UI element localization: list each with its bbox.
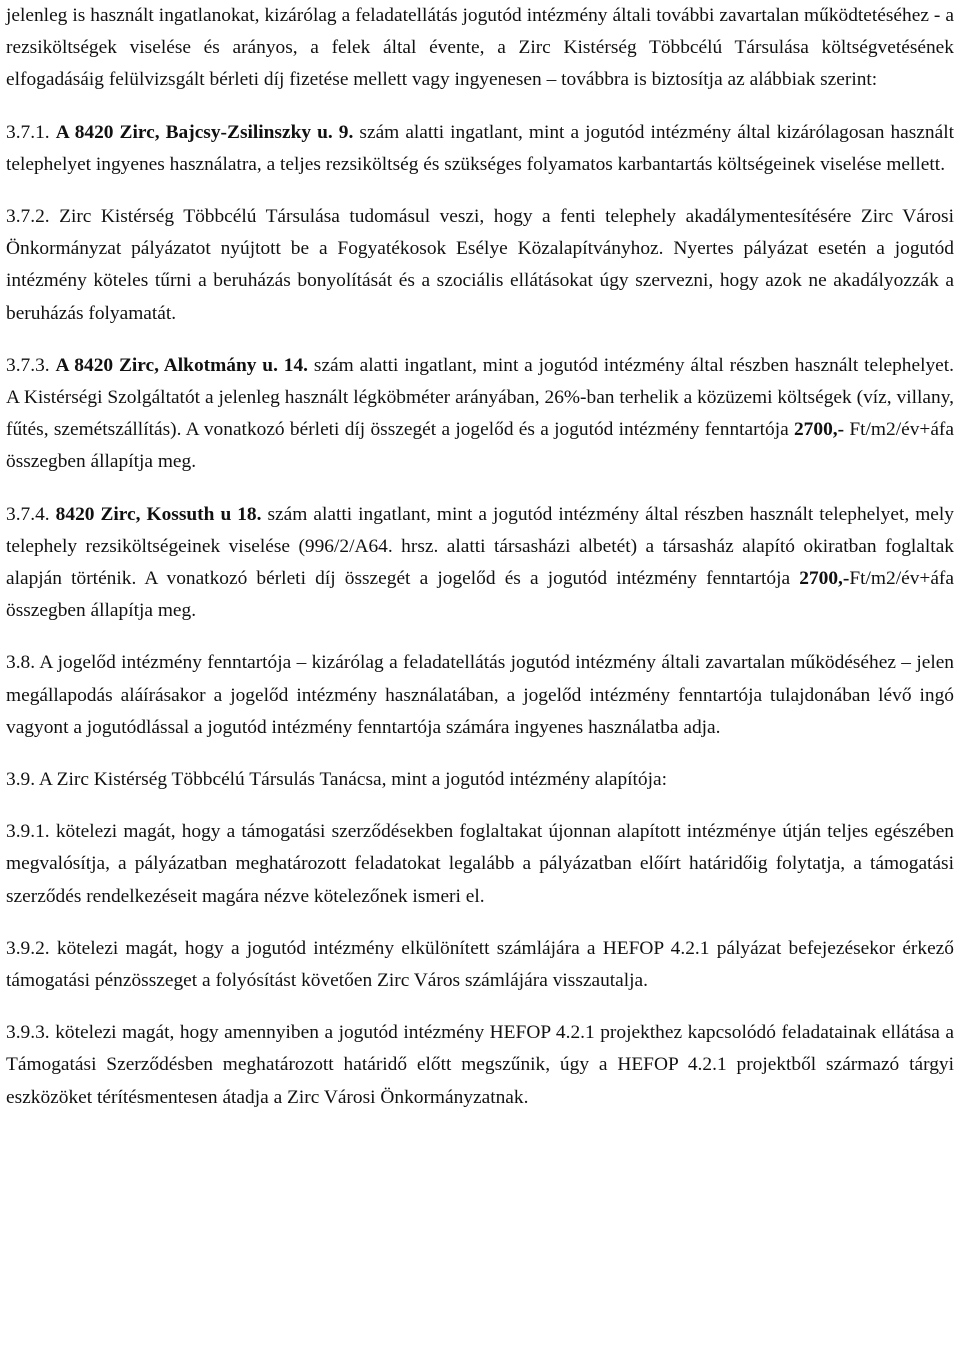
section-3-9	[6, 764, 954, 796]
address-bold: 8420 Zirc, Kossuth u 18.	[55, 503, 262, 525]
section-3-7-4	[6, 499, 954, 628]
section-3-7-1	[6, 117, 954, 181]
paragraph-text: jelenleg is használt ingatlanokat, kizárólag a feladatellátás jogutód intézmény általi további zavartalan működtetéséhez - a rezsiköltségek viselése és arányos, a felek által évente, a Zirc Kistérség Többcélú Társulása költségvetésének elfogadásáig felülvizsgált bérleti díj fizetése mellett vagy ingyenesen – továbbra is biztosítja az alábbiak szerint:	[6, 5, 954, 91]
paragraph-text: szám alatti ingatlant, mint a jogutód intézmény által részben használt telephelyet, mely telephely rezsiköltségeinek viselése (996/2/A64. hrsz. alatti társasházi albetét) a társasház alapító okiratban foglaltak alapján történik. A vonatkozó bérleti díj összegét a jogelőd és a jogutód intézmény fenntartója	[6, 503, 954, 590]
paragraph-text: kötelezi magát, hogy a jogutód intézmény elkülönített számlájára a HEFOP 4.2.1 pályázat befejezésekor érkező támogatási pénzösszeget a folyósítást követően Zirc Város számlájára visszautalja.	[6, 937, 954, 992]
rent-amount-bold: 2700,-	[799, 568, 850, 590]
address-bold: A 8420 Zirc, Alkotmány u. 14.	[55, 354, 309, 376]
section-3-7-2	[6, 201, 954, 330]
section-number: 3.9.	[6, 769, 36, 791]
section-3-9-2	[6, 933, 954, 997]
section-number: 3.9.1.	[6, 821, 50, 843]
section-number: 3.8.	[6, 652, 36, 674]
paragraph-text: Ft/m2/év+áfa összegben állapítja meg.	[6, 568, 954, 622]
section-3-8	[6, 647, 954, 744]
section-3-9-3	[6, 1017, 954, 1114]
paragraph-text: kötelezi magát, hogy a támogatási szerződésekben foglaltakat újonnan alapított intézménye útján teljes egészében megvalósítja, a pályázatban meghatározott feladatokat legalább a pályázatban előírt határidőig folytatja, a támogatási szerződés rendelkezéseit magára nézve kötelezőnek ismeri el.	[6, 821, 954, 907]
paragraph-text: A Zirc Kistérség Többcélú Társulás Tanácsa, mint a jogutód intézmény alapítója:	[38, 769, 668, 791]
section-number: 3.7.2.	[6, 206, 50, 228]
document-page	[6, 0, 954, 1114]
paragraph-text: Zirc Kistérség Többcélú Társulása tudomásul veszi, hogy a fenti telephely akadálymentesítésére Zirc Városi Önkormányzat pályázatot nyújtott be a Fogyatékosok Esélye Közalapítványhoz. Nyertes pályázat esetén a jogutód intézmény köteles tűrni a beruházás bonyolítását és a szociális ellátásokat úgy szervezni, hogy azok ne akadályozzák a beruházás folyamatát.	[6, 206, 954, 324]
paragraph-text: A jogelőd intézmény fenntartója – kizárólag a feladatellátás jogutód intézmény általi zavartalan működéséhez – jelen megállapodás aláírásakor a jogelőd intézmény használatában, a jogelőd intézmény fenntartója tulajdonában lévő ingó vagyont a jogutódlással a jogutód intézmény fenntartója számára ingyenes használatba adja.	[6, 652, 955, 738]
paragraph-text: kötelezi magát, hogy amennyiben a jogutód intézmény HEFOP 4.2.1 projekthez kapcsolódó feladatainak ellátása a Támogatási Szerződésben meghatározott határidő előtt megszűnik, úgy a HEFOP 4.2.1 projektből származó tárgyi eszközöket térítésmentesen átadja a Zirc Városi Önkormányzatnak.	[6, 1022, 954, 1108]
paragraph-text: szám alatti ingatlant, mint a jogutód intézmény által részben használt telephelyet. A Kistérségi Szolgáltatót a jelenleg használt légköbméter arányában, 26%-ban terhelik a közüzemi költségek (víz, villany, fűtés, szemétszállítás). A vonatkozó bérleti díj összegét a jogelőd és a jogutód intézmény fenntartója	[6, 354, 954, 441]
section-3-7-3	[6, 350, 954, 479]
rent-amount-bold: 2700,-	[793, 419, 845, 441]
section-number: 3.7.3.	[6, 354, 50, 376]
section-3-9-1	[6, 816, 954, 913]
section-number: 3.7.4.	[6, 503, 50, 525]
paragraph-text: Ft/m2/év+áfa összegben állapítja meg.	[6, 419, 954, 473]
section-number: 3.9.3.	[6, 1022, 50, 1044]
intro-paragraph	[6, 0, 954, 97]
section-number: 3.9.2.	[6, 937, 50, 959]
section-number: 3.7.1.	[6, 121, 50, 143]
paragraph-text: szám alatti ingatlant, mint a jogutód intézmény által kizárólagosan használt telephelyet ingyenes használatra, a teljes rezsiköltség és szükséges folyamatos karbantartás költségeinek viselése mellett.	[6, 121, 954, 175]
address-bold: A 8420 Zirc, Bajcsy-Zsilinszky u. 9.	[55, 121, 354, 143]
